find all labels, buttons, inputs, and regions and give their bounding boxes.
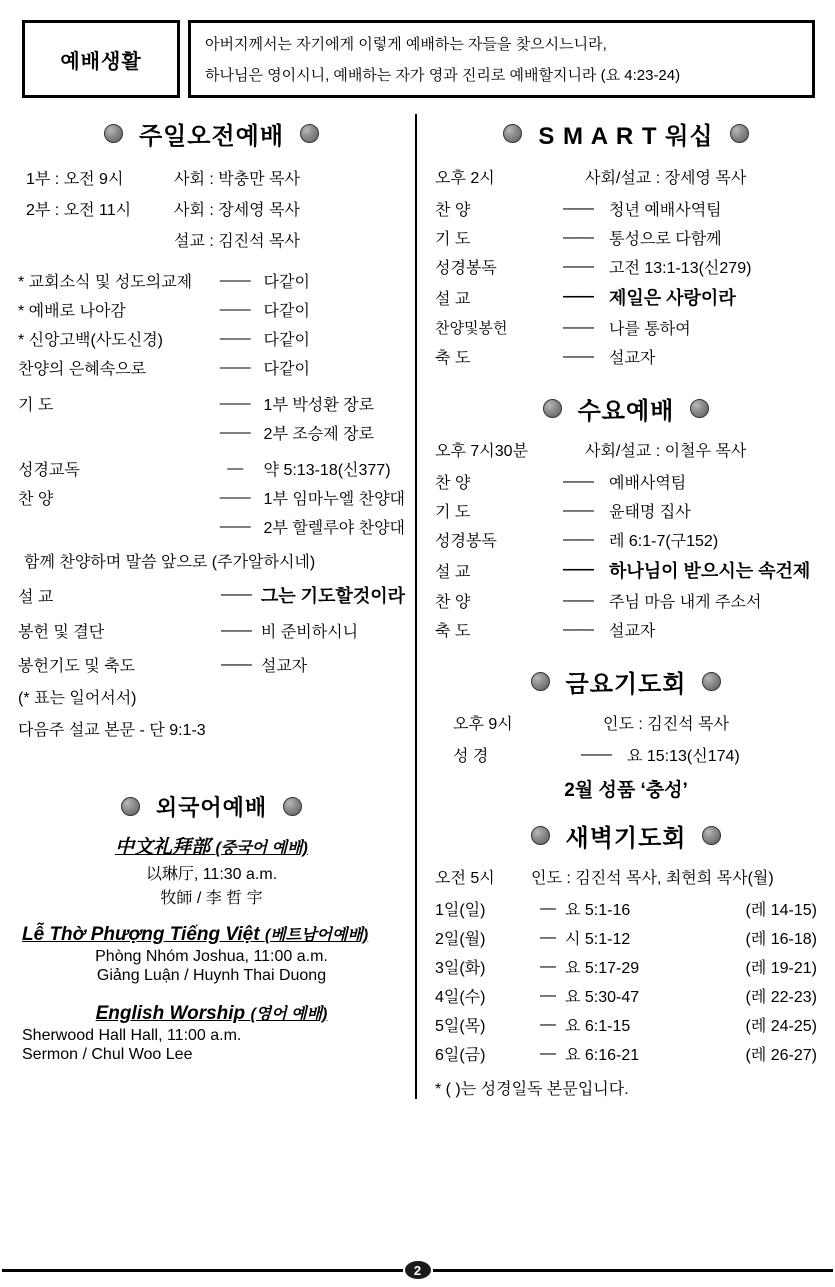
reading-day: 2일(월) — [434, 931, 486, 948]
order-dash: —— — [562, 501, 593, 519]
table-row — [435, 223, 817, 252]
order-value: 설교자 — [608, 350, 656, 367]
dawn-time: 오전 5시 — [434, 870, 495, 887]
order-label — [18, 418, 206, 447]
table-row — [435, 281, 817, 313]
star-note: (* 표는 일어서서) — [18, 690, 137, 707]
section-title-wednesday — [435, 391, 817, 426]
order-value: 다같이 — [263, 332, 310, 349]
chinese-line-2: 牧師 / 李 哲 宇 — [160, 890, 263, 907]
header-verse — [188, 20, 815, 98]
order-value: 1부 임마누엘 찬양대 — [263, 491, 405, 508]
smart-time: 오후 2시 — [434, 170, 495, 187]
order-value: 다같이 — [263, 274, 310, 291]
section-title-smart — [435, 116, 817, 151]
reading-day: 4일(수) — [434, 989, 486, 1006]
wednesday-order-table — [435, 467, 817, 644]
reading-ref: 요 5:1-16 — [564, 902, 631, 919]
order-dash: —— — [562, 620, 593, 638]
reading-ref: 요 5:30-47 — [564, 989, 640, 1006]
order-label: 기 도 — [434, 504, 471, 521]
table-row — [18, 483, 405, 512]
table-row — [435, 342, 817, 371]
order-value: 설교자 — [608, 623, 656, 640]
order-value: 예배사역팀 — [608, 475, 687, 492]
chinese-worship — [18, 832, 405, 908]
dawn-readings-table — [435, 894, 817, 1068]
smart-header — [435, 165, 817, 188]
chinese-title-row — [18, 832, 405, 859]
bullet-icon — [121, 797, 140, 816]
order-label: 기 도 — [18, 397, 54, 414]
order-dash: —— — [562, 318, 593, 336]
reading-ref: 시 5:1-12 — [564, 931, 631, 948]
reading-ref: 요 6:1-15 — [564, 1018, 631, 1035]
foreign-title: 외국어예배 — [155, 795, 268, 820]
order-dash: —— — [562, 591, 593, 609]
table-row — [18, 353, 405, 382]
bullet-icon — [300, 124, 319, 143]
bullet-icon — [690, 399, 709, 418]
reading-paren: (레 16-18) — [745, 931, 817, 948]
order-dash: —— — [562, 228, 593, 246]
section-title-friday — [435, 664, 817, 699]
vietnamese-line-2: Giảng Luận / Huynh Thai Duong — [96, 967, 327, 984]
table-row — [435, 252, 817, 281]
sunday-services-table — [24, 161, 302, 256]
section-title-sunday-morning — [18, 116, 405, 151]
reading-ref: 요 6:16-21 — [564, 1047, 640, 1064]
sunday-morning-title: 주일오전예배 — [138, 123, 285, 150]
reading-dash: — — [539, 928, 556, 946]
dawn-leader: 인도 : 김진석 목사, 최현희 목사(월) — [530, 870, 774, 887]
vietnamese-worship — [18, 922, 405, 985]
vietnamese-title-row — [18, 922, 405, 946]
monthly-virtue: 2월 성품 ‘충성’ — [564, 780, 688, 801]
order-dash: —— — [562, 347, 593, 365]
chinese-line-1: 以琳厅, 11:30 a.m. — [145, 866, 278, 883]
english-line-1: Sherwood Hall Hall, 11:00 a.m. — [22, 1027, 242, 1044]
table-row — [435, 923, 817, 952]
order-value: 다같이 — [263, 361, 310, 378]
smart-title: S M A R T 워십 — [538, 123, 714, 150]
table-row — [435, 1039, 817, 1068]
table-row — [26, 194, 300, 223]
table-row — [435, 615, 817, 644]
verse-line-1: 아버지께서는 자기에게 이렇게 예배하는 자들을 찾으시느니라, — [205, 36, 607, 53]
reading-paren: (레 22-23) — [745, 989, 817, 1006]
order-label: 찬 양 — [434, 594, 471, 611]
english-line-2: Sermon / Chul Woo Lee — [22, 1046, 193, 1063]
order-value: 통성으로 다함께 — [608, 231, 722, 248]
table-row — [18, 295, 405, 324]
section-title-dawn — [435, 818, 817, 853]
english-title-paren: (영어 예배) — [250, 1006, 328, 1023]
order-label: 성경봉독 — [434, 260, 497, 277]
order-label: 찬 양 — [434, 475, 471, 492]
wednesday-header — [435, 438, 817, 461]
table-row — [435, 952, 817, 981]
order-label: * 신앙고백(사도신경) — [18, 332, 163, 349]
scripture-value: 요 15:13(신174) — [626, 748, 740, 765]
service-part: 1부 : 오전 9시 — [26, 171, 124, 188]
english-worship — [18, 1001, 405, 1064]
order-label: 축 도 — [434, 350, 471, 367]
vietnamese-title: Lễ Thờ Phượng Tiếng Việt — [22, 924, 260, 945]
order-value: 1부 박성환 장로 — [263, 397, 375, 414]
reading-day: 6일(금) — [434, 1047, 486, 1064]
offering-prayer-dash: —— — [220, 655, 251, 673]
sunday-sermon-table — [18, 579, 405, 679]
table-row — [435, 554, 817, 586]
bullet-icon — [503, 124, 522, 143]
sermon-title: 그는 기도할것이라 — [260, 586, 405, 606]
order-dash: —— — [219, 517, 250, 535]
right-column — [415, 114, 817, 1099]
verse-line-2: 하나님은 영이시니, 예배하는 자가 영과 진리로 예배할지니라 (요 4:23-24) — [205, 67, 681, 84]
order-dash: —— — [562, 530, 593, 548]
table-row — [18, 382, 405, 418]
footer-rule-left — [2, 1269, 403, 1272]
table-row — [18, 645, 405, 679]
service-part: 2부 : 오전 11시 — [26, 202, 132, 219]
order-dash: —— — [219, 488, 250, 506]
table-row — [18, 579, 405, 611]
footer-rule-right — [433, 1269, 834, 1272]
order-label: 성경교독 — [18, 462, 80, 479]
order-value: 고전 13:1-13(신279) — [608, 260, 752, 277]
reading-dash: — — [539, 1044, 556, 1062]
reading-paren: (레 19-21) — [745, 960, 817, 977]
order-dash: —— — [562, 288, 593, 305]
reading-ref: 요 5:17-29 — [564, 960, 640, 977]
left-column — [18, 114, 415, 1099]
reading-day: 1일(일) — [434, 902, 486, 919]
table-row — [26, 163, 300, 192]
friday-leader: 인도 : 김진석 목사 — [602, 716, 729, 733]
offering-label: 봉헌 및 결단 — [18, 624, 105, 641]
order-label: 기 도 — [434, 231, 471, 248]
service-role: 사회 : 장세영 목사 — [174, 202, 300, 219]
reading-dash: — — [539, 1015, 556, 1033]
order-label — [18, 512, 206, 541]
order-dash: —— — [219, 271, 250, 289]
vietnamese-title-paren: (베트남어예배) — [264, 927, 369, 944]
offering-prayer-label: 봉헌기도 및 축도 — [18, 658, 136, 675]
scripture-label: 성 경 — [452, 748, 489, 765]
order-dash: —— — [219, 329, 250, 347]
sunday-order-table — [18, 266, 405, 541]
order-dash: —— — [562, 199, 593, 217]
order-value: 레 6:1-7(구152) — [608, 533, 719, 550]
order-value: 나를 통하여 — [608, 321, 691, 338]
reading-day: 5일(목) — [434, 1018, 486, 1035]
wednesday-sermon-title: 하나님이 받으시는 속건제 — [608, 561, 811, 581]
table-row — [435, 525, 817, 554]
page-number: 2 — [405, 1261, 431, 1279]
reading-dash: — — [539, 957, 556, 975]
table-row — [435, 467, 817, 496]
table-row — [18, 418, 405, 447]
reading-dash: — — [539, 986, 556, 1004]
order-label: 찬양및봉헌 — [434, 320, 508, 337]
praise-line: 함께 찬양하며 말씀 앞으로 (주가알하시네) — [24, 554, 316, 571]
friday-time: 오후 9시 — [452, 716, 513, 733]
order-value: 다같이 — [263, 303, 310, 320]
table-row — [435, 894, 817, 923]
vietnamese-line-1: Phòng Nhóm Joshua, 11:00 a.m. — [95, 948, 328, 965]
bullet-icon — [730, 124, 749, 143]
table-row — [18, 447, 405, 483]
order-dash: — — [227, 459, 243, 477]
table-row — [435, 194, 817, 223]
order-label: 성경봉독 — [434, 533, 497, 550]
order-label: 찬 양 — [434, 202, 471, 219]
order-dash: —— — [219, 300, 250, 318]
header — [22, 20, 815, 98]
service-role: 사회 : 박충만 목사 — [174, 171, 300, 188]
order-value: 2부 할렐루야 찬양대 — [263, 520, 405, 537]
sermon-dash: —— — [220, 586, 251, 603]
bullet-icon — [283, 797, 302, 816]
order-value: 약 5:13-18(신377) — [263, 462, 391, 479]
dawn-footnote: * ( )는 성경일독 본문입니다. — [434, 1081, 629, 1098]
page-footer — [0, 1261, 835, 1279]
reading-day: 3일(화) — [434, 960, 486, 977]
english-title-row — [18, 1001, 405, 1025]
table-row — [18, 324, 405, 353]
smart-leader: 사회/설교 : 장세영 목사 — [584, 170, 747, 187]
dawn-header — [435, 865, 817, 888]
bullet-icon — [702, 672, 721, 691]
sermon-label: 설 교 — [18, 588, 54, 606]
table-row — [435, 496, 817, 525]
order-label: 설 교 — [434, 563, 471, 581]
friday-header — [435, 711, 817, 734]
order-dash: —— — [219, 358, 250, 376]
table-row — [435, 586, 817, 615]
bullet-icon — [531, 826, 550, 845]
english-title: English Worship — [95, 1003, 246, 1024]
chinese-title: 中文礼拜部 — [115, 837, 211, 858]
order-value: 윤태명 집사 — [608, 504, 691, 521]
bullet-icon — [543, 399, 562, 418]
chinese-title-paren: (중국어 예배) — [215, 840, 308, 857]
table-row — [18, 266, 405, 295]
table-row — [18, 611, 405, 645]
order-label: 찬 양 — [18, 491, 54, 508]
order-label: 설 교 — [434, 290, 471, 308]
friday-title: 금요기도회 — [565, 671, 687, 698]
reading-paren: (레 14-15) — [745, 902, 817, 919]
bullet-icon — [104, 124, 123, 143]
columns — [18, 114, 817, 1099]
friday-order-table — [453, 740, 817, 769]
table-row — [435, 981, 817, 1010]
reading-paren: (레 26-27) — [745, 1047, 817, 1064]
order-value: 주님 마음 내게 주소서 — [608, 594, 762, 611]
table-row — [453, 740, 817, 769]
order-label: * 예배로 나아감 — [18, 303, 126, 320]
order-label: 찬양의 은혜속으로 — [18, 361, 147, 378]
bullet-icon — [702, 826, 721, 845]
service-part — [26, 225, 172, 254]
wednesday-title: 수요예배 — [577, 398, 675, 425]
order-dash: —— — [219, 423, 250, 441]
order-dash: —— — [562, 561, 593, 578]
wednesday-leader: 사회/설교 : 이철우 목사 — [584, 443, 747, 460]
table-row — [435, 313, 817, 342]
bullet-icon — [531, 672, 550, 691]
order-label: * 교회소식 및 성도의교제 — [18, 274, 193, 291]
smart-sermon-title: 제일은 사랑이라 — [608, 288, 736, 308]
next-week-text: 다음주 설교 본문 - 단 9:1-3 — [18, 722, 206, 739]
order-value: 청년 예배사역팀 — [608, 202, 722, 219]
offering-dash: —— — [220, 621, 251, 639]
order-label: 축 도 — [434, 623, 471, 640]
scripture-dash: —— — [580, 745, 611, 763]
order-dash: —— — [219, 394, 250, 412]
reading-paren: (레 24-25) — [745, 1018, 817, 1035]
table-row — [18, 512, 405, 541]
header-badge: 예배생활 — [22, 20, 180, 98]
table-row — [26, 225, 300, 254]
smart-order-table — [435, 194, 817, 371]
order-value: 2부 조승제 장로 — [263, 426, 375, 443]
offering-prayer-value: 설교자 — [260, 658, 308, 675]
order-dash: —— — [562, 472, 593, 490]
reading-dash: — — [539, 899, 556, 917]
table-row — [435, 1010, 817, 1039]
section-title-foreign — [18, 791, 405, 822]
offering-value: 비 준비하시니 — [260, 624, 359, 641]
dawn-title: 새벽기도회 — [565, 825, 687, 852]
wednesday-time: 오후 7시30분 — [434, 443, 528, 460]
order-dash: —— — [562, 257, 593, 275]
service-role: 설교 : 김진석 목사 — [174, 233, 300, 250]
